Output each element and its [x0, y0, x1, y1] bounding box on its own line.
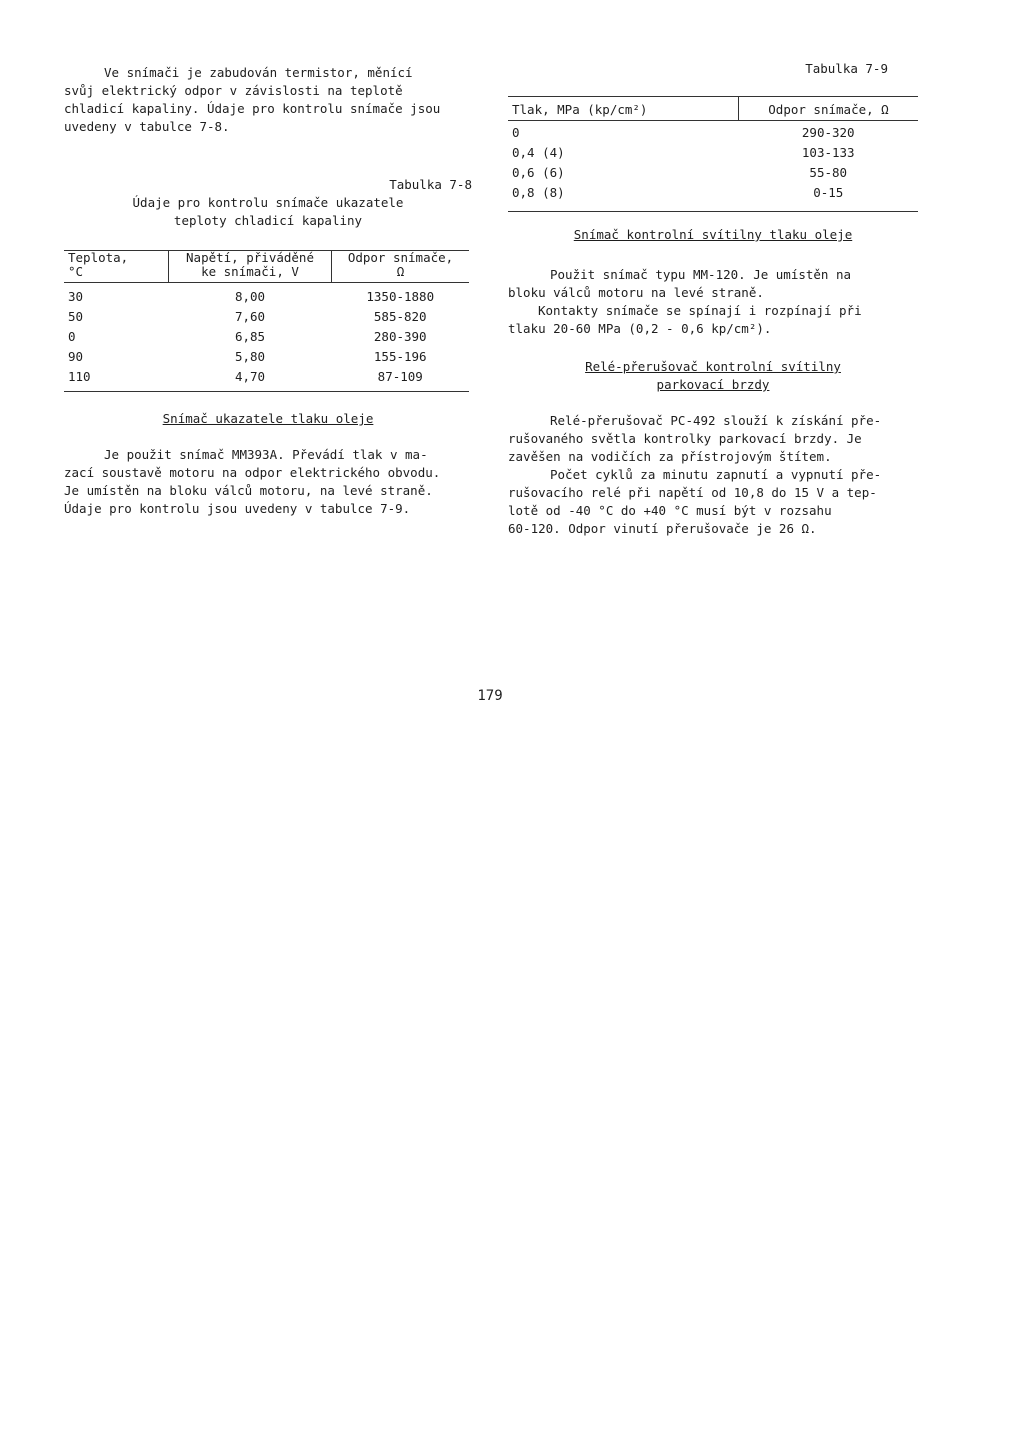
header-resistance: Odpor snímače, Ω [768, 102, 889, 117]
cell-resistance: 585-820 [373, 309, 427, 324]
cell-pressure: 0,6 (6) [512, 165, 565, 180]
cell-voltage: 4,70 [234, 369, 266, 384]
cell-temperature: 90 [68, 349, 84, 364]
table-row [64, 283, 469, 308]
table-row [64, 347, 469, 367]
cell-resistance: 155-196 [373, 349, 427, 364]
header-voltage: Napětí, přiváděné ke snímači, V [169, 251, 332, 283]
table-row [508, 143, 918, 163]
cell-temperature: 50 [68, 309, 84, 324]
right-column [508, 60, 918, 538]
table-row [64, 327, 469, 347]
cell-resistance: 0-15 [813, 185, 844, 200]
table-7-9-label: Tabulka 7-9 [805, 61, 888, 76]
table-7-9 [508, 96, 918, 212]
cell-temperature: 110 [68, 369, 91, 384]
header-temperature: Teplota, °C [64, 251, 169, 283]
cell-pressure: 0,4 (4) [512, 145, 565, 160]
header-pressure: Tlak, MPa (kp/cm²) [508, 97, 739, 121]
table-row [64, 307, 469, 327]
oil-pressure-gauge-title: Snímač ukazatele tlaku oleje [162, 411, 374, 426]
table-header-row [64, 251, 469, 283]
cell-resistance: 103-133 [801, 145, 855, 160]
table-7-8-title: Údaje pro kontrolu snímače ukazatele teploty chladicí kapaliny [132, 195, 404, 228]
table-header-row [508, 97, 918, 121]
cell-pressure: 0 [512, 125, 520, 140]
header-resistance: Odpor snímače, Ω [347, 250, 454, 279]
table-row [508, 183, 918, 212]
table-row [508, 163, 918, 183]
left-column [64, 64, 472, 518]
oil-lamp-sensor-title: Snímač kontrolní svítilny tlaku oleje [573, 227, 853, 242]
oil-lamp-sensor-paragraph-1: Použit snímač typu MM-120. Je umístěn na bloku válců motoru na levé straně. [508, 267, 852, 300]
cell-resistance: 280-390 [373, 329, 427, 344]
oil-lamp-sensor-paragraph-2: Kontakty snímače se spínají i rozpínají při tlaku 20-60 MPa (0,2 - 0,6 kp/cm²). [508, 303, 862, 336]
table-row [64, 367, 469, 392]
relay-paragraph-1: Relé-přerušovač PC-492 slouží k získání pře- rušovaného světla kontrolky parkovací brzdy. Je zavěšen na vodičích za přístrojovým štítem. [508, 413, 882, 464]
oil-pressure-gauge-paragraph: Je použit snímač MM393A. Převádí tlak v ma- zací soustavě motoru na odpor elektrického obvodu. Je umístěn na bloku válců motoru, na levé straně. Údaje pro kontrolu jsou uvedeny v tabulce 7-9. [64, 447, 441, 516]
cell-voltage: 8,00 [234, 289, 266, 304]
intro-paragraph: Ve snímači je zabudován termistor, měnící svůj elektrický odpor v závislosti na teplotě chladicí kapaliny. Údaje pro kontrolu snímače jsou uvedeny v tabulce 7-8. [64, 65, 441, 134]
cell-resistance: 55-80 [809, 165, 848, 180]
cell-voltage: 5,80 [234, 349, 266, 364]
cell-voltage: 7,60 [234, 309, 266, 324]
page-number: 179 [477, 688, 503, 704]
cell-resistance: 87-109 [377, 369, 423, 384]
cell-voltage: 6,85 [234, 329, 266, 344]
cell-pressure: 0,8 (8) [512, 185, 565, 200]
cell-resistance: 290-320 [801, 125, 855, 140]
relay-paragraph-2: Počet cyklů za minutu zapnutí a vypnutí pře- rušovacího relé při napětí od 10,8 do 15 V a tep- lotě od -40 °C do +40 °C musí být v rozsahu 60-120. Odpor vinutí přerušovače je 26 Ω. [508, 467, 882, 536]
cell-temperature: 0 [68, 329, 76, 344]
relay-title: Relé-přerušovač kontrolní svítilny parkovací brzdy [585, 359, 841, 392]
table-7-8 [64, 250, 469, 392]
cell-resistance: 1350-1880 [366, 289, 435, 304]
table-7-8-label: Tabulka 7-8 [389, 177, 472, 192]
cell-temperature: 30 [68, 289, 84, 304]
table-row [508, 121, 918, 144]
